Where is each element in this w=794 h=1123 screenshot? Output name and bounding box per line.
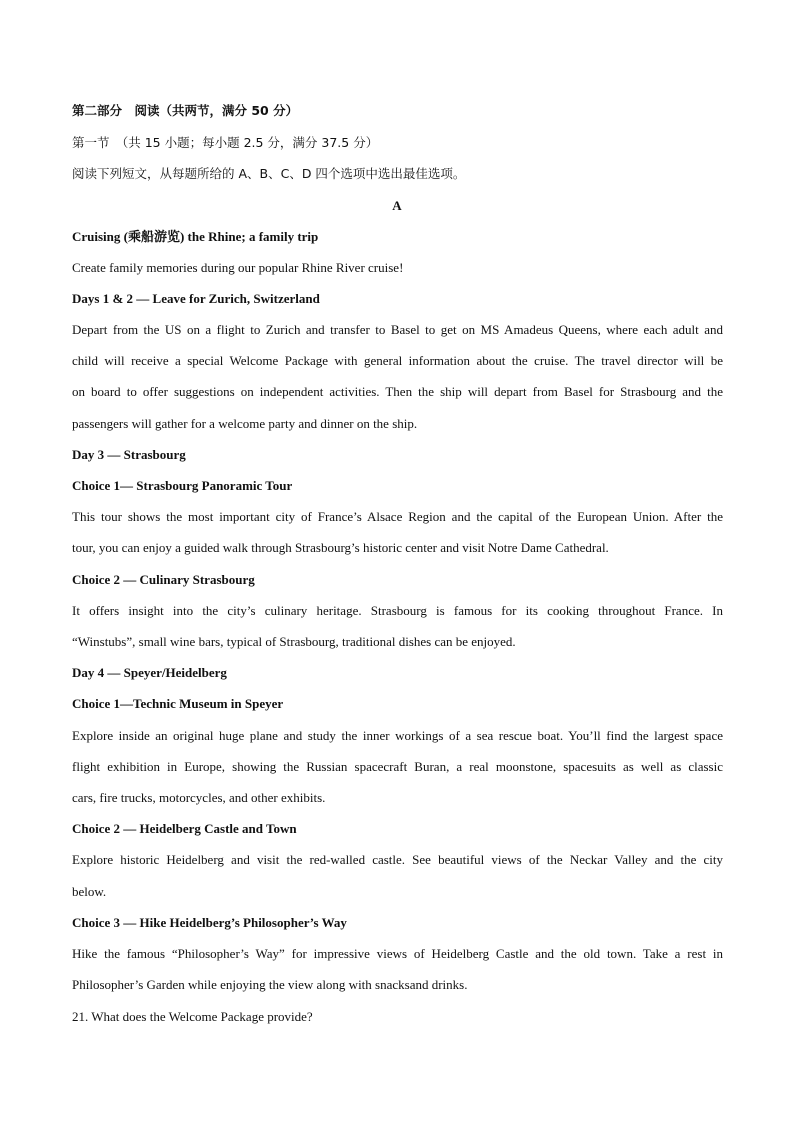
days12-heading: Days 1 & 2 — Leave for Zurich, Switzerland [72,291,320,306]
section-heading: 第一节 （共 15 小题；每小题 2.5 分，满分 37.5 分） [72,135,379,150]
part-heading: 第二部分 阅读（共两节，满分 50 分） [72,103,299,118]
paragraph-line: Philosopher’s Garden while enjoying the view along with snacksand drinks. [72,977,468,992]
paragraph-line: flight exhibition in Europe, showing the Russian spacecraft Buran, a real moonstone, spacesuits as well as classic [72,759,723,774]
paragraph-line: Explore inside an original huge plane and study the inner workings of a sea rescue boat. You’ll find the largest space [72,728,723,743]
paragraph-line: passengers will gather for a welcome party and dinner on the ship. [72,416,418,431]
paragraph-line: Depart from the US on a flight to Zurich and transfer to Basel to get on MS Amadeus Queens, where each adult and [72,322,723,337]
paragraph-line: cars, fire trucks, motorcycles, and other exhibits. [72,790,326,805]
day3-heading: Day 3 — Strasbourg [72,447,186,462]
instruction-text: 阅读下列短文，从每题所给的 A、B、C、D 四个选项中选出最佳选项。 [72,166,466,181]
paragraph-line: tour, you can enjoy a guided walk through Strasbourg’s historic center and visit Notre Dame Cathedral. [72,540,609,555]
passage-title: Cruising (乘船游览) the Rhine; a family trip [72,229,319,244]
paragraph-line: Hike the famous “Philosopher’s Way” for impressive views of Heidelberg Castle and the old town. Take a rest in [72,946,723,961]
paragraph-line: “Winstubs”, small wine bars, typical of Strasbourg, traditional dishes can be enjoyed. [72,634,516,649]
paragraph-line: below. [72,884,107,899]
day4-choice3-heading: Choice 3 — Hike Heidelberg’s Philosopher’s Way [72,915,347,930]
day4-heading: Day 4 — Speyer/Heidelberg [72,665,227,680]
passage-label: A [392,198,402,213]
day4-choice1-heading: Choice 1—Technic Museum in Speyer [72,696,284,711]
day3-choice1-heading: Choice 1— Strasbourg Panoramic Tour [72,478,293,493]
paragraph-line: child will receive a special Welcome Package with general information about the cruise. The travel director will be [72,353,723,368]
paragraph-line: Explore historic Heidelberg and visit the red-walled castle. See beautiful views of the Neckar Valley and the city [72,852,723,867]
passage-intro: Create family memories during our popular Rhine River cruise! [72,260,404,275]
paragraph-line: It offers insight into the city’s culinary heritage. Strasbourg is famous for its cooking throughout France. In [72,603,723,618]
question-21: 21. What does the Welcome Package provide? [72,1009,313,1024]
paragraph-line: on board to offer suggestions on independent activities. Then the ship will depart from Basel for Strasbourg and the [72,384,723,399]
paragraph-line: This tour shows the most important city of France’s Alsace Region and the capital of the European Union. After the [72,509,723,524]
day4-choice2-heading: Choice 2 — Heidelberg Castle and Town [72,821,297,836]
day3-choice2-heading: Choice 2 — Culinary Strasbourg [72,572,255,587]
